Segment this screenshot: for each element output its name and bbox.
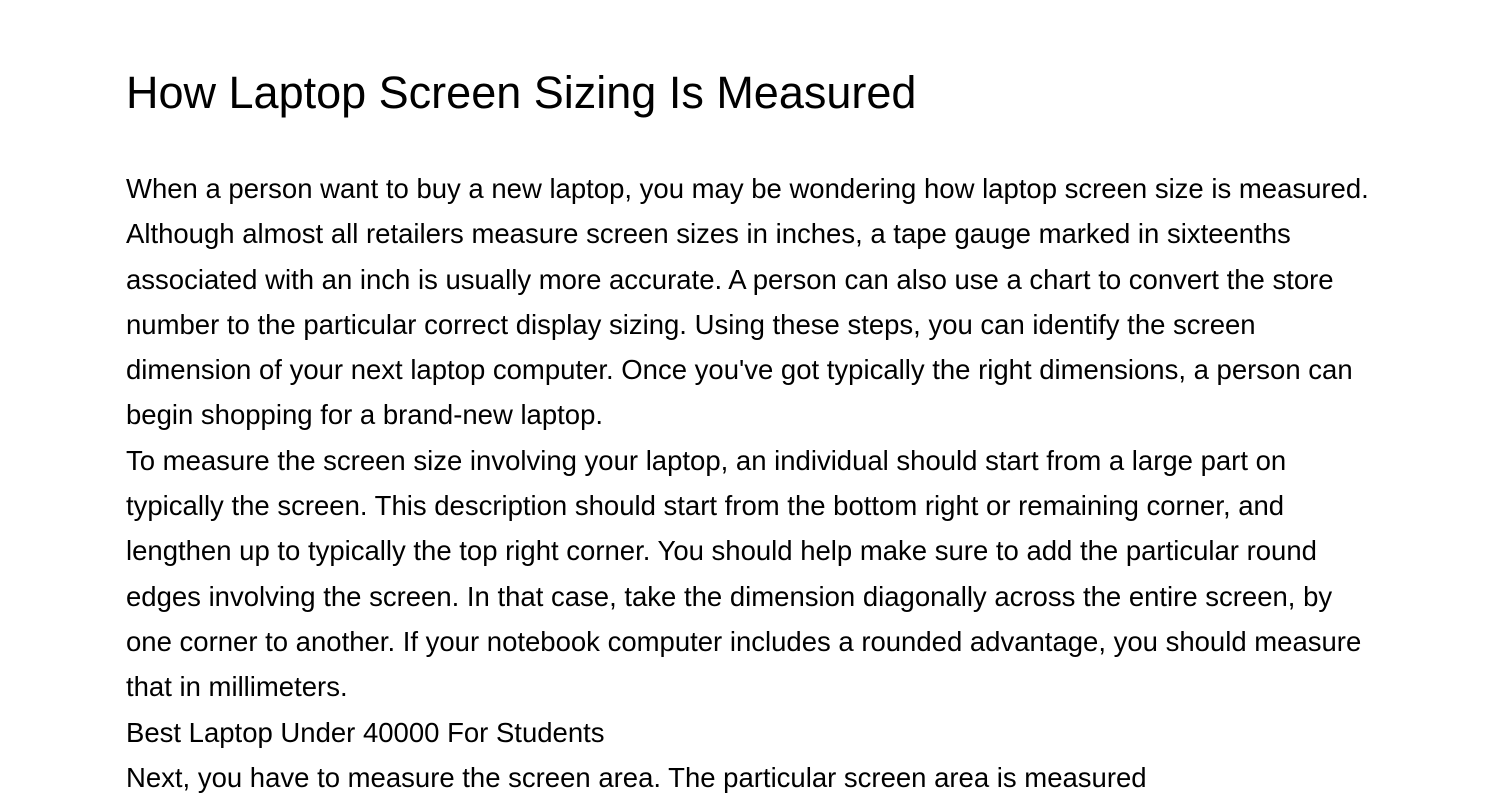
paragraph-intro: When a person want to buy a new laptop, you may be wondering how laptop screen size is measured. Although almost all retailers measure screen sizes in inches, a tape gauge marked in sixteenths associated with an inch is usually more accurate. A person can also use a chart to convert the store number to the particular correct display sizing. Using these steps, you can identify the screen dimension of your next laptop computer. Once you've got typically the right dimensions, a person can begin shopping for a brand-new laptop. xyxy=(126,173,1369,431)
paragraph-best-laptop: Best Laptop Under 40000 For Students xyxy=(126,716,605,748)
paragraph-screen-area: Next, you have to measure the screen area. The particular screen area is measured xyxy=(126,761,1147,793)
document-body xyxy=(126,166,1376,800)
paragraph-measuring: To measure the screen size involving your laptop, an individual should start from a large part on typically the screen. This description should start from the bottom right or remaining corner, and lengthen up to typically the top right corner. You should help make sure to add the particular round edges involving the screen. In that case, take the dimension diagonally across the entire screen, by one corner to another. If your notebook computer includes a rounded advantage, you should measure that in millimeters. xyxy=(126,444,1362,703)
page-title: How Laptop Screen Sizing Is Measured xyxy=(126,67,917,118)
